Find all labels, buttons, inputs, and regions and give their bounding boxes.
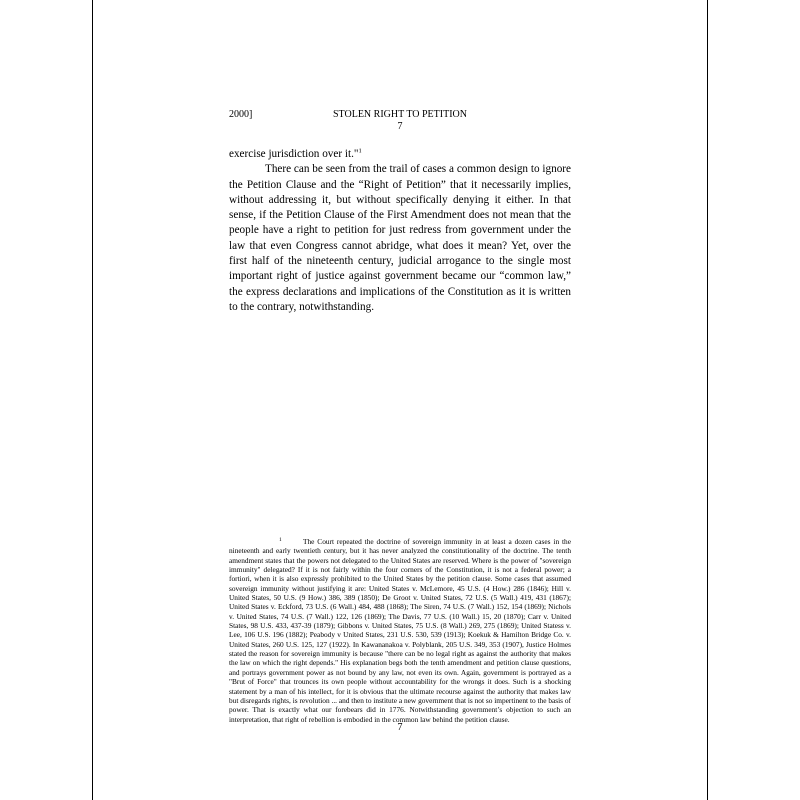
paragraph-1 (229, 147, 571, 162)
header-page-number: 7 (397, 121, 403, 132)
footer-page-number: 7 (397, 722, 403, 733)
header-title: STOLEN RIGHT TO PETITION (333, 109, 467, 120)
main-text (229, 147, 571, 315)
paragraph-2: There can be seen from the trail of cases a common design to ignore the Petition Clause and the “Right of Petition” that it necessarily implies, without addressing it, but without specifically denying it either. In that sense, if the Petition Clause of the First Amendment does not mean that the people have a right to petition for just redress from government under the law that even Congress cannot abridge, what does it mean? Yet, over the first half of the nineteenth century, judicial arrogance to the single most important right of justice against government became our “common law,” the express declarations and implications of the Constitution as it is written to the contrary, notwithstanding. (229, 163, 571, 313)
footnote-text: The Court repeated the doctrine of sovereign immunity in at least a dozen cases in the nineteenth and early twentieth century, but it has never analyzed the constitutionality of the doctrine. The tenth amendment states that the powers not delegated to the United States are reserved. Where is the power of "sovereign immunity" delegated? If it is not fairly within the four corners of the Constitution, it is not a federal power; a fortiori, when it is also expressly prohibited to the United States by the petition clause. Some cases that assumed sovereign immunity without justifying it are: United States v. McLemore, 45 U.S. (4 How.) 286 (1846); Hill v. United States, 50 U.S. (9 How.) 386, 389 (1850); De Groot v. United States, 72 U.S. (5 Wall.) 419, 431 (1867); United States v. Eckford, 73 U.S. (6 Wall.) 484, 488 (1868); The Siren, 74 U.S. (7 Wall.) 152, 154 (1869); Nichols v. United States, 74 U.S. (7 Wall.) 122, 126 (1869); The Davis, 77 U.S. (10 Wall.) 15, 20 (1870); Carr v. United States, 98 U.S. 433, 437-39 (1879); Gibbons v. United States, 75 U.S. (8 Wall.) 269, 275 (1869); United Statess v. Lee, 106 U.S. 196 (1882); Peabody v United States, 231 U.S. 530, 539 (1913); Koekuk & Hamilton Bridge Co. v. United States, 260 U.S. 125, 127 (1922). In Kawananakoa v. Polyblank, 205 U.S. 349, 353 (1907), Justice Holmes stated the reason for sovereign immunity is because "there can be no legal right as against the authority that makes the law on which the right depends." His explanation begs both the tenth amendment and petition clause questions, and portrays government power as not bound by any law, not even its own. Again, government is portrayed as a "Brut of Force" that trounces its own people without accountability for the wrongs it does. Such is a shocking statement by a man of his intellect, for it is obvious that the ultimate recourse against the authority that makes law but disregards rights, is revolution ... and then to institute a new government that is not so impertinent to the basis of power. That is exactly what our forebears did in 1776. Notwithstanding government’s objection to such an interpretation, that right of rebellion is embodied in the common law behind the petition clause. (229, 537, 571, 724)
footnote-1: 1 The Court repeated the doctrine of sovereign immunity in at least a dozen cases in the nineteenth and early twentieth century, but it has never analyzed the constitutionality of the doctrine. The tenth amendment states that the powers not delegated to the United States are reserved. Where is the power of "sovereign immunity" delegated? If it is not fairly within the four corners of the Constitution, it is not a federal power; a fortiori, when it is also expressly prohibited to the United States by the petition clause. Some cases that assumed sovereign immunity without justifying it are: United States v. McLemore, 45 U.S. (4 How.) 286 (1846); Hill v. United States, 50 U.S. (9 How.) 386, 389 (1850); De Groot v. United States, 72 U.S. (5 Wall.) 419, 431 (1867); United States v. Eckford, 73 U.S. (6 Wall.) 484, 488 (1868); The Siren, 74 U.S. (7 Wall.) 152, 154 (1869); Nichols v. United States, 74 U.S. (7 Wall.) 122, 126 (1869); The Davis, 77 U.S. (10 Wall.) 15, 20 (1870); Carr v. United States, 98 U.S. 433, 437-39 (1879); Gibbons v. United States, 75 U.S. (8 Wall.) 269, 275 (1869); United Statess v. Lee, 106 U.S. 196 (1882); Peabody v United States, 231 U.S. 530, 539 (1913); Koekuk & Hamilton Bridge Co. v. United States, 260 U.S. 125, 127 (1922). In Kawananakoa v. Polyblank, 205 U.S. 349, 353 (1907), Justice Holmes stated the reason for sovereign immunity is because "there can be no legal right as against the authority that makes the law on which the right depends." His explanation begs both the tenth amendment and petition clause questions, and portrays government power as not bound by any law, not even its own. Again, government is portrayed as a "Brut of Force" that trounces its own people without accountability for the wrongs it does. Such is a shocking statement by a man of his intellect, for it is obvious that the ultimate recourse against the authority that makes law but disregards rights, is revolution ... and then to institute a new government that is not so impertinent to the basis of power. That is exactly what our forebears did in 1776. Notwithstanding government’s objection to such an interpretation, that right of rebellion is embodied in the common law behind the petition clause. (229, 537, 571, 724)
paragraph-1-text: exercise jurisdiction over it." (229, 148, 359, 160)
header-year: 2000] (229, 109, 253, 120)
footnote-reference: 1 (358, 147, 362, 155)
